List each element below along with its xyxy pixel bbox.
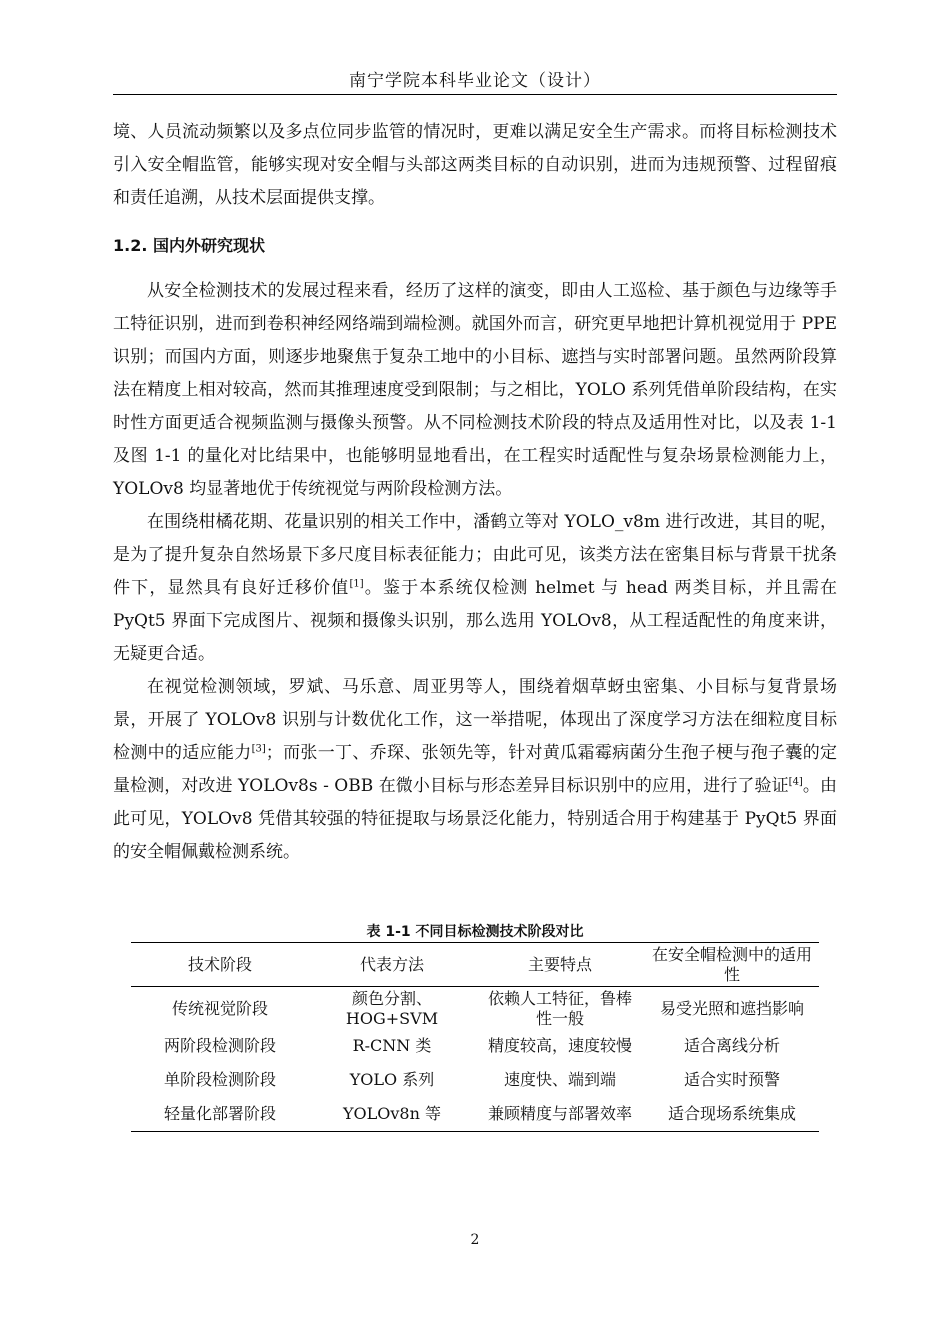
citation-1: [1] <box>349 578 364 590</box>
paragraph-text: 。鉴于本系统仅检测 helmet 与 head 两类目标，并且需在 PyQt5 界面下完成图片、视频和摄像头识别，那么选用 YOLOv8，从工程适配性的角度来讲，无疑更合适。 <box>113 578 838 664</box>
table-row <box>131 1029 819 1063</box>
paragraph-text: 在视觉检测领域，罗斌、马乐意、周亚男等人，围绕着烟草蚜虫密集、小目标与复背景场景，开展了 YOLOv8 识别与计数优化工作，这一举措呢，体现出了深度学习方法在细粒度目标检测中的适应能力 <box>113 677 837 763</box>
table-cell: 适合现场系统集成 <box>645 1097 819 1131</box>
table-cell: 依赖人工特征，鲁棒性一般 <box>487 989 632 1028</box>
table-header-cell: 代表方法 <box>309 943 475 987</box>
paragraph-research-overview: 从安全检测技术的发展过程来看，经历了这样的演变，即由人工巡检、基于颜色与边缘等手工特征识别，进而到卷积神经网络端到端检测。就国外而言，研究更早地把计算机视觉用于 PPE 识别；而国内方面，则逐步地聚焦于复杂工地中的小目标、遮挡与实时部署问题。虽然两阶段算法在精度上相对较高，然而其推理速度受到限制；与之相比，YOLO 系列凭借单阶段结构，在实时性方面更适合视频监测与摄像头预警。从不同检测技术阶段的特点及适用性对比，以及表 1-1 及图 1-1 的量化对比结果中，也能够明显地看出，在工程实时适配性与复杂场景检测能力上，YOLOv8 均显著地优于传统视觉与两阶段检测方法。 <box>113 281 837 499</box>
table-cell: YOLO 系列 <box>349 1070 435 1089</box>
table-header-cell: 在安全帽检测中的适用性 <box>645 943 819 987</box>
table-cell: 适合离线分析 <box>683 1036 780 1055</box>
paragraph-citrus-work <box>113 506 837 671</box>
paragraph-text: 在围绕柑橘花期、花量识别的相关工作中，潘鹤立等对 YOLO_v8m 进行改进，其目的呢，是为了提升复杂自然场景下多尺度目标表征能力；由此可见，该类方法在密集目标与背景干扰条件下，显然具有良好迁移价值 <box>113 512 837 598</box>
paragraph-continuation: 境、人员流动频繁以及多点位同步监管的情况时，更难以满足安全生产需求。而将目标检测技术引入安全帽监管，能够实现对安全帽与头部这两类目标的自动识别，进而为违规预警、过程留痕和责任追溯，从技术层面提供支撑。 <box>113 122 837 208</box>
table-cell: 易受光照和遮挡影响 <box>659 999 804 1018</box>
running-header: 南宁学院本科毕业论文（设计） <box>349 71 601 91</box>
table-header-row <box>131 943 819 987</box>
table-row <box>131 1097 819 1131</box>
paragraph-text: ；而张一丁、乔琛、张领先等，针对黄瓜霜霉病菌分生孢子梗与孢子囊的定量检测，对改进 YOLOv8s - OBB 在微小目标与形态差异目标识别中的应用，进行了验证 <box>113 743 838 796</box>
table-cell: 适合实时预警 <box>683 1070 780 1089</box>
table-cell: 传统视觉阶段 <box>171 999 268 1018</box>
table-cell: 单阶段检测阶段 <box>163 1070 276 1089</box>
comparison-table <box>131 942 819 1132</box>
table-cell: 速度快、端到端 <box>503 1070 616 1089</box>
table-caption: 表 1-1 不同目标检测技术阶段对比 <box>366 924 584 940</box>
table-cell: 兼顾精度与部署效率 <box>475 1097 645 1131</box>
citation-3: [3] <box>251 743 266 755</box>
page-number: 2 <box>470 1232 480 1248</box>
header-rule <box>113 94 837 95</box>
table-cell: 轻量化部署阶段 <box>131 1097 309 1131</box>
table-row <box>131 1063 819 1097</box>
table-header-cell: 主要特点 <box>475 943 645 987</box>
table-cell: YOLOv8n 等 <box>309 1097 475 1131</box>
citation-4: [4] <box>788 776 803 788</box>
table-cell: 两阶段检测阶段 <box>163 1036 276 1055</box>
table-cell: 颜色分割、HOG+SVM <box>345 989 439 1028</box>
table-header-cell: 技术阶段 <box>131 943 309 987</box>
body-text <box>113 116 837 869</box>
table-cell: 精度较高，速度较慢 <box>487 1036 632 1055</box>
paragraph-visual-detection <box>113 671 837 869</box>
table-cell: R-CNN 类 <box>352 1036 432 1055</box>
paragraph-text: 。由此可见，YOLOv8 凭借其较强的特征提取与场景泛化能力，特别适合用于构建基于 PyQt5 界面的安全帽佩戴检测系统。 <box>113 776 838 862</box>
table-row <box>131 987 819 1030</box>
section-heading: 1.2. 国内外研究现状 <box>113 236 265 255</box>
